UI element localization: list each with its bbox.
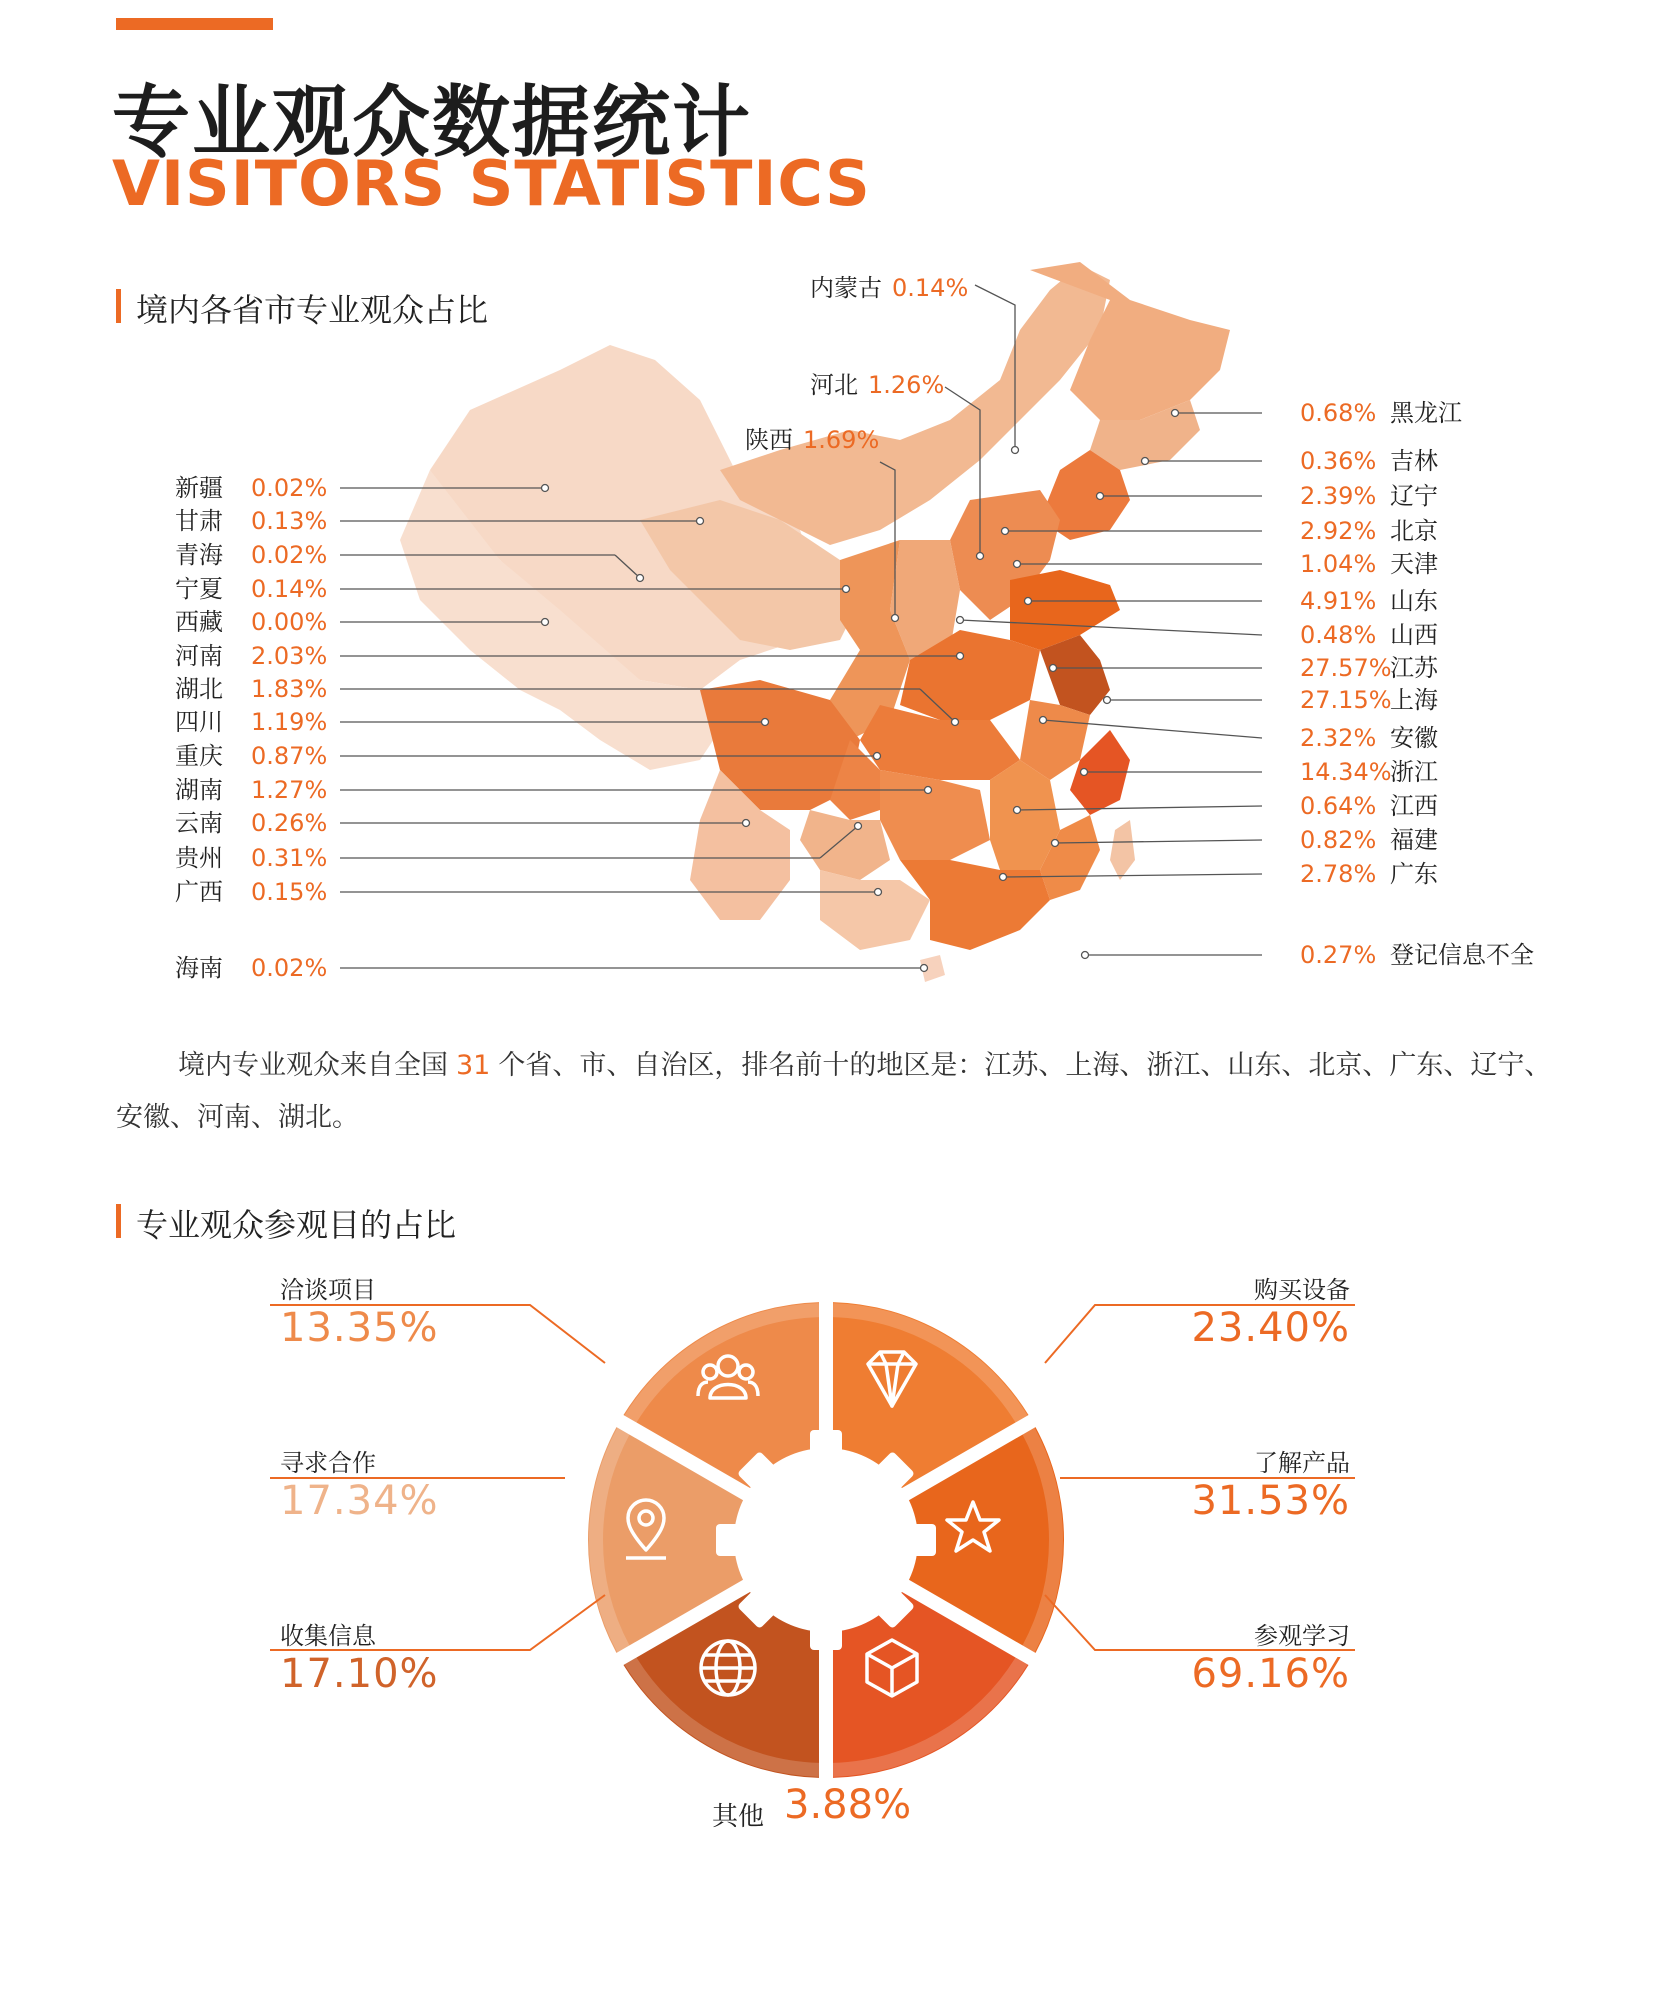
segment-label-other: 其他: [712, 1802, 765, 1832]
segment-value-purchase: 23.40%: [1191, 1305, 1350, 1351]
segment-value-other: 3.88%: [784, 1782, 912, 1828]
segment-label-visit-learn: 参观学习: [1254, 1622, 1350, 1650]
province-label-chongqing: 重庆 0.87%: [175, 742, 328, 770]
page-title: 专业观众数据统计: [112, 78, 753, 168]
province-label-liaoning: 2.39% 辽宁: [1300, 482, 1438, 510]
province-label-guangxi: 广西 0.15%: [175, 878, 328, 906]
callout-inner-mongolia: 内蒙古 0.14%: [810, 274, 969, 302]
segment-label-cooperate: 寻求合作: [280, 1449, 376, 1477]
map-region-taiwan: [1110, 820, 1135, 880]
province-label-xinjiang: 新疆 0.02%: [175, 474, 328, 502]
province-label-jiangxi: 0.64% 江西: [1300, 792, 1438, 820]
province-label-tianjin: 1.04% 天津: [1300, 550, 1438, 578]
summary-paragraph: 境内专业观众来自全国 31 个省、市、自治区，排名前十的地区是：江苏、上海、浙江、山东、北京、广东、辽宁、安徽、河南、湖北。: [116, 1050, 1552, 1133]
province-label-tibet: 西藏 0.00%: [175, 608, 328, 636]
province-label-hunan: 湖南 1.27%: [175, 776, 328, 804]
province-label-henan: 河南 2.03%: [175, 642, 328, 670]
segment-label-purchase: 购买设备: [1254, 1276, 1350, 1304]
segment-value-collect-info: 17.10%: [280, 1651, 439, 1697]
callout-hebei: 河北 1.26%: [810, 371, 945, 399]
province-label-ningxia: 宁夏 0.14%: [175, 575, 328, 603]
segment-value-learn-products: 31.53%: [1191, 1478, 1350, 1524]
map-region-guangxi: [820, 870, 930, 950]
province-label-gansu: 甘肃 0.13%: [175, 507, 328, 535]
province-label-incomplete: 0.27% 登记信息不全: [1300, 941, 1534, 969]
province-label-zhejiang: 14.34%浙江: [1300, 758, 1438, 786]
map-region-jiangsu: [1040, 635, 1110, 715]
map-section-title: 境内各省市专业观众占比: [116, 285, 488, 331]
province-label-yunnan: 云南 0.26%: [175, 809, 328, 837]
map-region-guizhou: [800, 810, 890, 880]
province-label-shanghai: 27.15%上海: [1300, 686, 1438, 714]
province-label-fujian: 0.82% 福建: [1300, 826, 1438, 854]
province-label-sichuan: 四川 1.19%: [175, 708, 328, 736]
purpose-pie-chart: [0, 1250, 1653, 1870]
map-region-shandong: [1010, 570, 1120, 650]
segment-label-negotiate: 洽谈项目: [280, 1276, 376, 1304]
purpose-section-title: 专业观众参观目的占比: [116, 1200, 456, 1246]
province-label-jilin: 0.36% 吉林: [1300, 447, 1438, 475]
center-gear: [716, 1430, 936, 1650]
province-label-shandong: 4.91% 山东: [1300, 587, 1438, 615]
callout-shaanxi: 陕西 1.69%: [745, 426, 880, 454]
segment-value-visit-learn: 69.16%: [1191, 1651, 1350, 1697]
segment-value-cooperate: 17.34%: [280, 1478, 439, 1524]
province-label-beijing: 2.92% 北京: [1300, 517, 1438, 545]
page-subtitle: VISITORS STATISTICS: [112, 147, 871, 220]
province-label-guangdong: 2.78% 广东: [1300, 860, 1438, 888]
map-region-hunan: [880, 770, 990, 860]
segment-label-learn-products: 了解产品: [1254, 1449, 1350, 1477]
province-label-hubei: 湖北 1.83%: [175, 675, 328, 703]
province-label-guizhou: 贵州 0.31%: [175, 844, 328, 872]
province-label-shanxi: 0.48% 山西: [1300, 621, 1438, 649]
province-label-hainan: 海南 0.02%: [175, 954, 328, 982]
segment-value-negotiate: 13.35%: [280, 1305, 439, 1351]
segment-label-collect-info: 收集信息: [280, 1622, 376, 1650]
province-label-qinghai: 青海 0.02%: [175, 541, 328, 569]
province-label-jiangsu: 27.57%江苏: [1300, 654, 1438, 682]
province-label-heilongjiang: 0.68% 黑龙江: [1300, 399, 1462, 427]
province-label-anhui: 2.32% 安徽: [1300, 724, 1438, 752]
